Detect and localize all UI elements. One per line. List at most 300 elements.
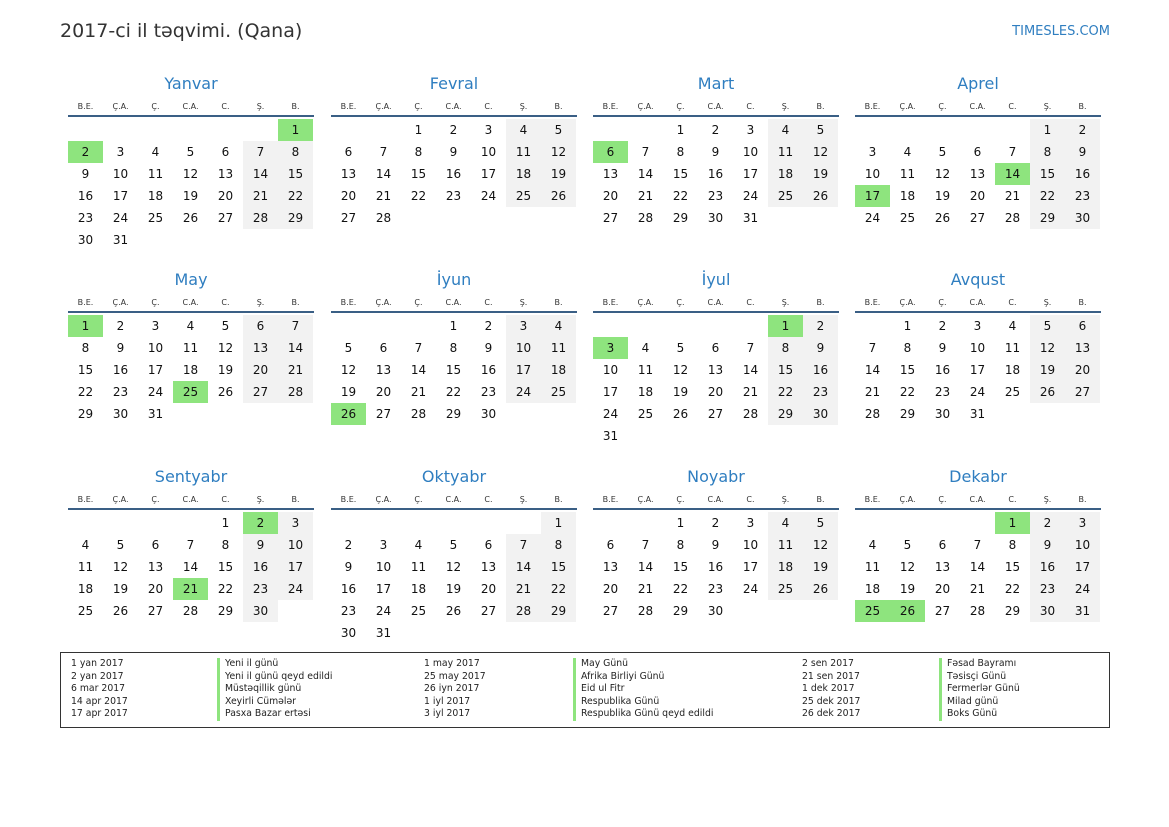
holiday-day-cell: 1 <box>768 315 803 337</box>
day-cell: 13 <box>340 167 357 181</box>
weekday-label: C. <box>746 102 755 111</box>
empty-cell <box>366 119 401 141</box>
month-name: Oktyabr <box>421 467 487 486</box>
weekday-header <box>593 492 839 510</box>
day-cell: 4 <box>768 512 803 534</box>
legend-date: 2 yan 2017 <box>71 670 124 682</box>
legend-dates-3 <box>802 658 860 721</box>
empty-cell <box>68 512 103 534</box>
day-cell: 25 <box>147 211 164 225</box>
month-calendar <box>331 465 577 644</box>
day-cell: 14 <box>243 163 278 185</box>
day-cell: 13 <box>1065 337 1100 359</box>
weekday-label: Ş. <box>1043 298 1052 307</box>
day-cell: 22 <box>672 582 689 596</box>
day-cell: 6 <box>344 145 353 159</box>
day-cell: 21 <box>243 185 278 207</box>
day-cell: 24 <box>480 189 497 203</box>
day-cell: 9 <box>711 145 720 159</box>
day-cell: 5 <box>803 119 838 141</box>
holiday-day-cell: 2 <box>68 141 103 163</box>
month-calendar <box>68 465 314 622</box>
day-cell: 12 <box>541 141 576 163</box>
day-cell: 19 <box>899 582 916 596</box>
weekday-label: C. <box>1008 298 1017 307</box>
day-cell: 25 <box>768 578 803 600</box>
day-cell: 26 <box>672 407 689 421</box>
legend-holiday: Milad günü <box>939 696 1020 709</box>
day-cell: 8 <box>81 341 90 355</box>
weekday-label: Ç.A. <box>112 298 129 307</box>
day-cell: 19 <box>112 582 129 596</box>
day-cell: 14 <box>182 560 199 574</box>
day-cell: 27 <box>707 407 724 421</box>
weekday-label: Ç. <box>414 495 423 504</box>
day-cell: 15 <box>445 363 462 377</box>
day-cell: 21 <box>969 582 986 596</box>
month-calendar <box>855 465 1101 622</box>
holiday-day-cell: 2 <box>243 512 278 534</box>
day-cell: 11 <box>768 141 803 163</box>
day-cell: 13 <box>969 167 986 181</box>
day-grid <box>331 512 577 644</box>
legend-holiday: Xeyirli Cümələr <box>217 696 333 709</box>
empty-cell <box>925 512 960 534</box>
weekday-label: C.A. <box>969 495 986 504</box>
day-cell: 6 <box>973 145 982 159</box>
weekday-label: B. <box>816 298 825 307</box>
day-cell: 10 <box>278 534 313 556</box>
day-cell: 10 <box>1065 534 1100 556</box>
weekday-label: C. <box>1008 495 1017 504</box>
day-cell: 20 <box>375 385 392 399</box>
legend-date: 26 iyn 2017 <box>424 683 480 695</box>
day-cell: 15 <box>1030 163 1065 185</box>
month-calendar <box>593 465 839 622</box>
legend-date: 6 mar 2017 <box>71 683 126 695</box>
legend-date: 1 may 2017 <box>424 658 480 669</box>
legend-date: 21 sen 2017 <box>802 670 860 682</box>
empty-cell <box>138 119 173 141</box>
day-cell: 24 <box>742 582 759 596</box>
empty-cell <box>628 315 663 337</box>
legend-holiday: Pasxa Bazar ertəsi <box>217 708 333 721</box>
day-cell: 23 <box>707 189 724 203</box>
day-cell: 20 <box>969 189 986 203</box>
day-cell: 17 <box>506 359 541 381</box>
day-grid <box>855 119 1101 229</box>
day-cell: 30 <box>1065 207 1100 229</box>
empty-cell <box>628 512 663 534</box>
day-cell: 16 <box>934 363 951 377</box>
weekday-label: Ç.A. <box>637 298 654 307</box>
day-cell: 21 <box>637 189 654 203</box>
legend-holiday: Eid ul Fitr <box>573 683 713 696</box>
weekday-header <box>331 295 577 313</box>
day-cell: 29 <box>899 407 916 421</box>
empty-cell <box>663 315 698 337</box>
day-cell: 27 <box>147 604 164 618</box>
empty-cell <box>103 119 138 141</box>
weekday-label: C.A. <box>182 495 199 504</box>
day-cell: 6 <box>243 315 278 337</box>
day-cell: 16 <box>112 363 129 377</box>
legend-names-3 <box>939 658 1020 721</box>
day-cell: 4 <box>768 119 803 141</box>
day-cell: 11 <box>410 560 427 574</box>
weekday-label: Ş. <box>519 298 528 307</box>
day-cell: 8 <box>221 538 230 552</box>
weekday-header <box>855 492 1101 510</box>
day-cell: 21 <box>1004 189 1021 203</box>
day-cell: 4 <box>81 538 90 552</box>
weekday-label: C. <box>484 298 493 307</box>
empty-cell <box>960 512 995 534</box>
day-cell: 3 <box>746 516 755 530</box>
day-cell: 6 <box>484 538 493 552</box>
day-cell: 14 <box>506 556 541 578</box>
weekday-label: Ş. <box>781 495 790 504</box>
day-cell: 7 <box>746 341 755 355</box>
day-cell: 31 <box>742 211 759 225</box>
weekday-label: Ş. <box>519 102 528 111</box>
weekday-header <box>68 492 314 510</box>
day-cell: 29 <box>541 600 576 622</box>
day-cell: 27 <box>243 381 278 403</box>
empty-cell <box>401 315 436 337</box>
weekday-label: C.A. <box>182 102 199 111</box>
day-cell: 22 <box>278 185 313 207</box>
month-calendar <box>593 72 839 229</box>
day-cell: 15 <box>278 163 313 185</box>
day-cell: 5 <box>186 145 195 159</box>
day-cell: 10 <box>375 560 392 574</box>
site-link[interactable]: TIMESLES.COM <box>1012 24 1110 39</box>
month-calendar <box>331 72 577 229</box>
day-cell: 11 <box>899 167 916 181</box>
day-cell: 18 <box>541 359 576 381</box>
day-cell: 18 <box>1004 363 1021 377</box>
day-cell: 22 <box>217 582 234 596</box>
empty-cell <box>436 512 471 534</box>
empty-cell <box>855 315 890 337</box>
day-cell: 29 <box>77 407 94 421</box>
day-cell: 25 <box>410 604 427 618</box>
day-grid <box>855 512 1101 622</box>
weekday-label: B. <box>1078 102 1087 111</box>
holiday-day-cell: 26 <box>890 600 925 622</box>
weekday-label: Ç. <box>938 298 947 307</box>
weekday-label: B. <box>554 102 563 111</box>
day-cell: 30 <box>112 407 129 421</box>
weekday-header <box>331 99 577 117</box>
day-cell: 2 <box>344 538 353 552</box>
day-cell: 28 <box>637 604 654 618</box>
day-cell: 2 <box>938 319 947 333</box>
weekday-label: Ç.A. <box>112 102 129 111</box>
day-cell: 5 <box>938 145 947 159</box>
weekday-label: Ş. <box>256 298 265 307</box>
weekday-label: Ç. <box>676 102 685 111</box>
empty-cell <box>103 512 138 534</box>
day-cell: 16 <box>803 359 838 381</box>
empty-cell <box>243 119 278 141</box>
empty-cell <box>890 512 925 534</box>
day-cell: 16 <box>1030 556 1065 578</box>
day-grid <box>593 119 839 229</box>
month-calendar <box>855 72 1101 229</box>
day-cell: 7 <box>186 538 195 552</box>
day-cell: 24 <box>864 211 881 225</box>
legend-names-2 <box>573 658 713 721</box>
day-cell: 8 <box>449 341 458 355</box>
empty-cell <box>593 119 628 141</box>
day-cell: 10 <box>480 145 497 159</box>
day-cell: 3 <box>116 145 125 159</box>
day-cell: 31 <box>969 407 986 421</box>
day-cell: 17 <box>969 363 986 377</box>
empty-cell <box>401 512 436 534</box>
day-cell: 3 <box>506 315 541 337</box>
day-cell: 24 <box>742 189 759 203</box>
day-cell: 7 <box>506 534 541 556</box>
day-cell: 12 <box>217 341 234 355</box>
day-cell: 24 <box>1065 578 1100 600</box>
month-name: İyul <box>701 270 731 289</box>
day-cell: 10 <box>506 337 541 359</box>
day-cell: 19 <box>1030 359 1065 381</box>
weekday-label: C. <box>746 298 755 307</box>
weekday-label: B.E. <box>340 298 357 307</box>
day-cell: 25 <box>77 604 94 618</box>
day-cell: 26 <box>1030 381 1065 403</box>
weekday-label: B. <box>1078 298 1087 307</box>
day-cell: 12 <box>112 560 129 574</box>
weekday-label: Ç.A. <box>375 298 392 307</box>
day-cell: 16 <box>1065 163 1100 185</box>
weekday-header <box>68 295 314 313</box>
empty-cell <box>925 119 960 141</box>
weekday-label: Ç. <box>676 495 685 504</box>
empty-cell <box>506 512 541 534</box>
day-cell: 31 <box>375 626 392 640</box>
day-cell: 30 <box>934 407 951 421</box>
day-cell: 12 <box>672 363 689 377</box>
day-cell: 9 <box>344 560 353 574</box>
legend-date: 25 may 2017 <box>424 670 486 682</box>
weekday-label: C. <box>221 495 230 504</box>
weekday-label: Ş. <box>781 298 790 307</box>
day-cell: 15 <box>1004 560 1021 574</box>
weekday-label: Ç. <box>676 298 685 307</box>
legend-date: 1 dek 2017 <box>802 683 855 695</box>
day-cell: 5 <box>541 119 576 141</box>
day-cell: 1 <box>449 319 458 333</box>
day-cell: 9 <box>1065 141 1100 163</box>
day-cell: 16 <box>243 556 278 578</box>
day-cell: 23 <box>243 578 278 600</box>
day-cell: 18 <box>768 163 803 185</box>
day-cell: 16 <box>340 582 357 596</box>
day-cell: 2 <box>1065 119 1100 141</box>
day-cell: 6 <box>606 538 615 552</box>
day-cell: 19 <box>803 163 838 185</box>
day-cell: 20 <box>217 189 234 203</box>
day-cell: 9 <box>449 145 458 159</box>
day-cell: 17 <box>742 167 759 181</box>
month-calendar <box>855 268 1101 425</box>
day-cell: 22 <box>768 381 803 403</box>
day-cell: 5 <box>903 538 912 552</box>
day-cell: 31 <box>112 233 129 247</box>
day-cell: 22 <box>541 578 576 600</box>
day-cell: 5 <box>221 319 230 333</box>
day-cell: 21 <box>278 359 313 381</box>
weekday-label: Ç.A. <box>375 102 392 111</box>
day-cell: 10 <box>742 538 759 552</box>
day-cell: 29 <box>1004 604 1021 618</box>
day-cell: 16 <box>707 167 724 181</box>
day-cell: 26 <box>445 604 462 618</box>
weekday-label: Ç. <box>938 102 947 111</box>
day-cell: 29 <box>217 604 234 618</box>
day-cell: 15 <box>899 363 916 377</box>
day-cell: 19 <box>182 189 199 203</box>
empty-cell <box>855 512 890 534</box>
day-cell: 3 <box>746 123 755 137</box>
day-cell: 2 <box>116 319 125 333</box>
day-cell: 28 <box>506 600 541 622</box>
day-cell: 23 <box>77 211 94 225</box>
day-cell: 31 <box>1065 600 1100 622</box>
day-cell: 7 <box>379 145 388 159</box>
day-cell: 17 <box>1065 556 1100 578</box>
day-cell: 8 <box>541 534 576 556</box>
day-cell: 19 <box>672 385 689 399</box>
day-cell: 17 <box>742 560 759 574</box>
day-cell: 21 <box>410 385 427 399</box>
day-cell: 13 <box>375 363 392 377</box>
day-cell: 28 <box>375 211 392 225</box>
day-cell: 2 <box>711 516 720 530</box>
weekday-label: B. <box>291 298 300 307</box>
legend-date: 26 dek 2017 <box>802 708 861 720</box>
day-cell: 12 <box>803 141 838 163</box>
day-cell: 14 <box>864 363 881 377</box>
day-cell: 1 <box>676 123 685 137</box>
day-cell: 4 <box>186 319 195 333</box>
day-cell: 28 <box>742 407 759 421</box>
weekday-label: B.E. <box>77 495 94 504</box>
empty-cell <box>855 119 890 141</box>
day-cell: 18 <box>77 582 94 596</box>
empty-cell <box>698 315 733 337</box>
day-cell: 26 <box>803 578 838 600</box>
day-cell: 14 <box>969 560 986 574</box>
month-name: İyun <box>436 270 472 289</box>
day-cell: 23 <box>1065 185 1100 207</box>
month-name: Yanvar <box>164 74 218 93</box>
day-cell: 3 <box>973 319 982 333</box>
holiday-day-cell: 17 <box>855 185 890 207</box>
weekday-label: C. <box>484 495 493 504</box>
day-cell: 22 <box>410 189 427 203</box>
weekday-label: C.A. <box>445 298 462 307</box>
day-cell: 23 <box>934 385 951 399</box>
day-cell: 15 <box>541 556 576 578</box>
day-cell: 29 <box>278 207 313 229</box>
day-cell: 13 <box>480 560 497 574</box>
legend-holiday: Fermerlər Günü <box>939 683 1020 696</box>
day-cell: 5 <box>676 341 685 355</box>
legend-holiday: Yeni il günü <box>217 658 333 671</box>
day-cell: 8 <box>1030 141 1065 163</box>
weekday-label: B.E. <box>340 495 357 504</box>
empty-cell <box>331 512 366 534</box>
empty-cell <box>208 119 243 141</box>
empty-cell <box>331 119 366 141</box>
day-cell: 28 <box>637 211 654 225</box>
day-cell: 29 <box>672 604 689 618</box>
weekday-label: B. <box>554 298 563 307</box>
weekday-label: C. <box>221 298 230 307</box>
weekday-header <box>593 99 839 117</box>
legend-date: 1 yan 2017 <box>71 658 124 669</box>
day-cell: 28 <box>243 207 278 229</box>
day-cell: 15 <box>217 560 234 574</box>
day-cell: 24 <box>375 604 392 618</box>
day-cell: 7 <box>278 315 313 337</box>
day-cell: 30 <box>243 600 278 622</box>
day-cell: 1 <box>541 512 576 534</box>
day-cell: 28 <box>182 604 199 618</box>
empty-cell <box>68 119 103 141</box>
day-cell: 24 <box>112 211 129 225</box>
day-cell: 2 <box>1030 512 1065 534</box>
weekday-label: C.A. <box>445 102 462 111</box>
weekday-label: B.E. <box>602 298 619 307</box>
day-cell: 11 <box>1004 341 1021 355</box>
day-cell: 8 <box>768 337 803 359</box>
day-cell: 14 <box>278 337 313 359</box>
day-cell: 27 <box>375 407 392 421</box>
weekday-label: B. <box>291 495 300 504</box>
day-cell: 29 <box>445 407 462 421</box>
day-cell: 7 <box>973 538 982 552</box>
day-cell: 23 <box>112 385 129 399</box>
legend-date: 2 sen 2017 <box>802 658 854 669</box>
day-cell: 5 <box>116 538 125 552</box>
day-cell: 11 <box>506 141 541 163</box>
weekday-header <box>68 99 314 117</box>
month-name: Dekabr <box>949 467 1007 486</box>
legend-holiday: Yeni il günü qeyd edildi <box>217 671 333 684</box>
day-cell: 11 <box>147 167 164 181</box>
day-cell: 13 <box>217 167 234 181</box>
day-cell: 29 <box>768 403 803 425</box>
day-cell: 10 <box>602 363 619 377</box>
empty-cell <box>733 315 768 337</box>
empty-cell <box>366 315 401 337</box>
day-cell: 4 <box>506 119 541 141</box>
day-cell: 13 <box>147 560 164 574</box>
day-cell: 3 <box>379 538 388 552</box>
weekday-label: Ç.A. <box>899 495 916 504</box>
day-cell: 6 <box>1065 315 1100 337</box>
day-cell: 4 <box>1008 319 1017 333</box>
weekday-header <box>593 295 839 313</box>
day-cell: 16 <box>77 189 94 203</box>
